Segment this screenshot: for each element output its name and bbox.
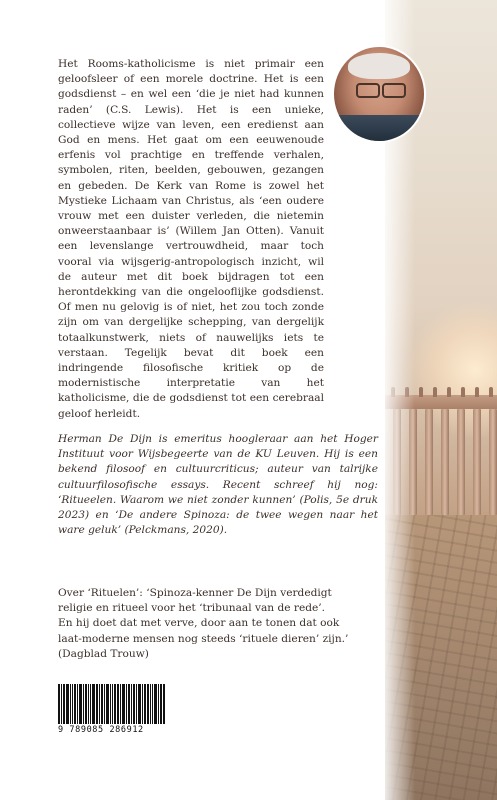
blurb-paragraph: Het Rooms-katholicisme is niet primair een geloofsleer of een morele doctrine. Het is een godsdienst – en wel een ‘die je niet had kunnen raden’ (C.S. Lewis). Het is een unieke, collectieve wijze van leven, een eredienst aan God en mens. Het gaat om een eeuwenoude erfenis vol prachtige en treffende verhalen, symbolen, riten, beelden, gebouwen, gezangen en gebeden. De Kerk van Rome is zowel het Mystieke Lichaam van Christus, als ‘een oudere vrouw met een duister verleden, die nietemin onweerstaanbaar is’ (Willem Jan Otten). Vanuit een levenslange vertrouwdheid, maar toch vooral via wijsgerig-antropologisch inzicht, wil de auteur met dit boek bijdragen tot een herontdekking van die ongelooflijke godsdienst. Of men nu gelovig is of niet, het zou toch zonde zijn om van dergelijke schepping, van dergelijk totaalkunstwerk, niets of nauwelijks iets te verstaan. Tegelijk bevat dit boek een indringende filosofische kritiek op de modernistische interpretatie van het katholicisme, die de godsdienst tot een cerebraal geloof herleidt.: [58, 58, 324, 420]
isbn-number: 9 789085 286912: [58, 725, 144, 735]
quote-line: Over ‘Rituelen’: ‘Spinoza-kenner De Dijn verdedigt: [58, 587, 332, 599]
portrait-hair: [348, 53, 410, 79]
barcode-bars: [58, 684, 178, 724]
quote-line: religie en ritueel voor het ‘tribunaal van de rede’.: [58, 602, 326, 615]
portrait-shirt: [334, 115, 424, 141]
portrait-glasses: [356, 83, 404, 95]
press-quote: [58, 586, 378, 662]
author-bio: Herman De Dijn is emeritus hoogleraar aan het Hoger Instituut voor Wijsbegeerte van de KU Leuven. Hij is een bekend filosoof en cultuurcriticus; auteur van talrijke cultuurfilosofische essays. Recent schreef hij nog: ‘Ritueelen. Waarom we niet zonder kunnen’ (Polis, 5e druk 2023) en ‘De andere Spinoza: de twee wegen naar het ware geluk’ (Pelckmans, 2020).: [58, 433, 378, 537]
author-portrait: [334, 47, 424, 141]
quote-line: laat-moderne mensen nog steeds ‘rituele dieren’ zijn.’: [58, 632, 349, 645]
isbn-barcode: [58, 684, 178, 736]
quote-source: (Dagblad Trouw): [58, 647, 149, 660]
quote-line: En hij doet dat met verve, door aan te tonen dat ook: [58, 617, 340, 630]
blurb-column: [58, 57, 324, 422]
